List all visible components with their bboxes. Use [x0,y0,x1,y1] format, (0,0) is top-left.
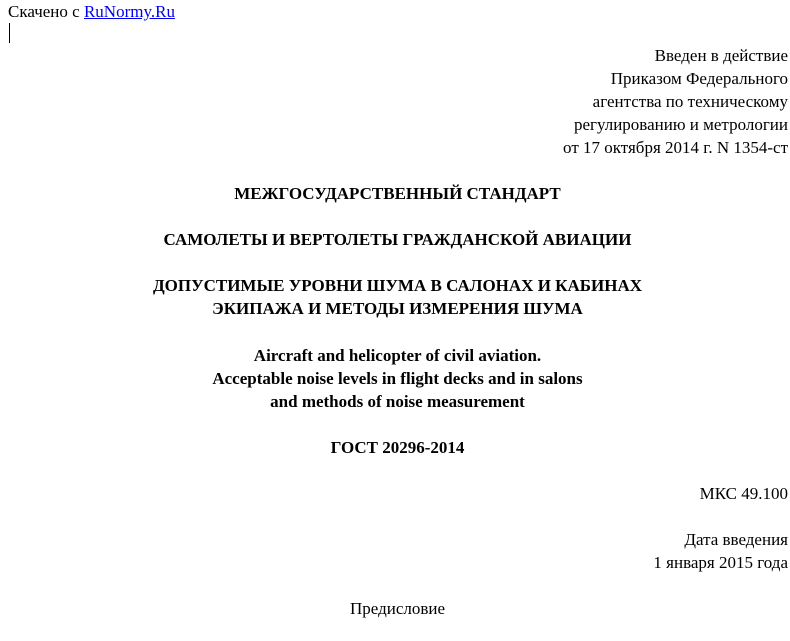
title-ru-1-text: САМОЛЕТЫ И ВЕРТОЛЕТЫ ГРАЖДАНСКОЙ АВИАЦИИ [163,230,632,249]
title-ru-2-line: ЭКИПАЖА И МЕТОДЫ ИЗМЕРЕНИЯ ШУМА [212,299,583,318]
intro-date-line: Дата введения [684,530,788,549]
enacted-line: регулированию и метрологии [573,115,788,134]
title-en-line: Aircraft and helicopter of civil aviation. [253,346,542,365]
title-en-line: and methods of noise measurement [270,392,525,411]
title-ru-1 [0,228,790,251]
title-en-line: Acceptable noise levels in flight decks and in salons [212,369,583,388]
runormy-link[interactable]: RuNormy.Ru [83,2,175,21]
enacted-line: Введен в действие [654,46,788,65]
source-line [8,0,175,23]
intro-date-block [653,528,788,574]
enacted-line: Приказом Федерального [610,69,788,88]
gost-number-text: ГОСТ 20296-2014 [330,438,465,457]
intro-date-line: 1 января 2015 года [653,553,788,572]
gost-number [0,436,790,459]
standard-type-heading [0,182,790,205]
title-en [0,344,790,413]
title-ru-2-line: ДОПУСТИМЫЕ УРОВНИ ШУМА В САЛОНАХ И КАБИНАХ [152,276,643,295]
text-cursor [9,23,10,43]
standard-type-text: МЕЖГОСУДАРСТВЕННЫЙ СТАНДАРТ [234,184,561,203]
preface-heading: Предисловие [349,599,446,618]
enacted-line: агентства по техническому [592,92,788,111]
enacted-line: от 17 октября 2014 г. N 1354-ст [563,138,788,157]
mks-code: МКС 49.100 [699,484,788,503]
enacted-block [563,44,788,159]
source-prefix: Скачено с [8,2,84,21]
title-ru-2 [0,274,790,320]
